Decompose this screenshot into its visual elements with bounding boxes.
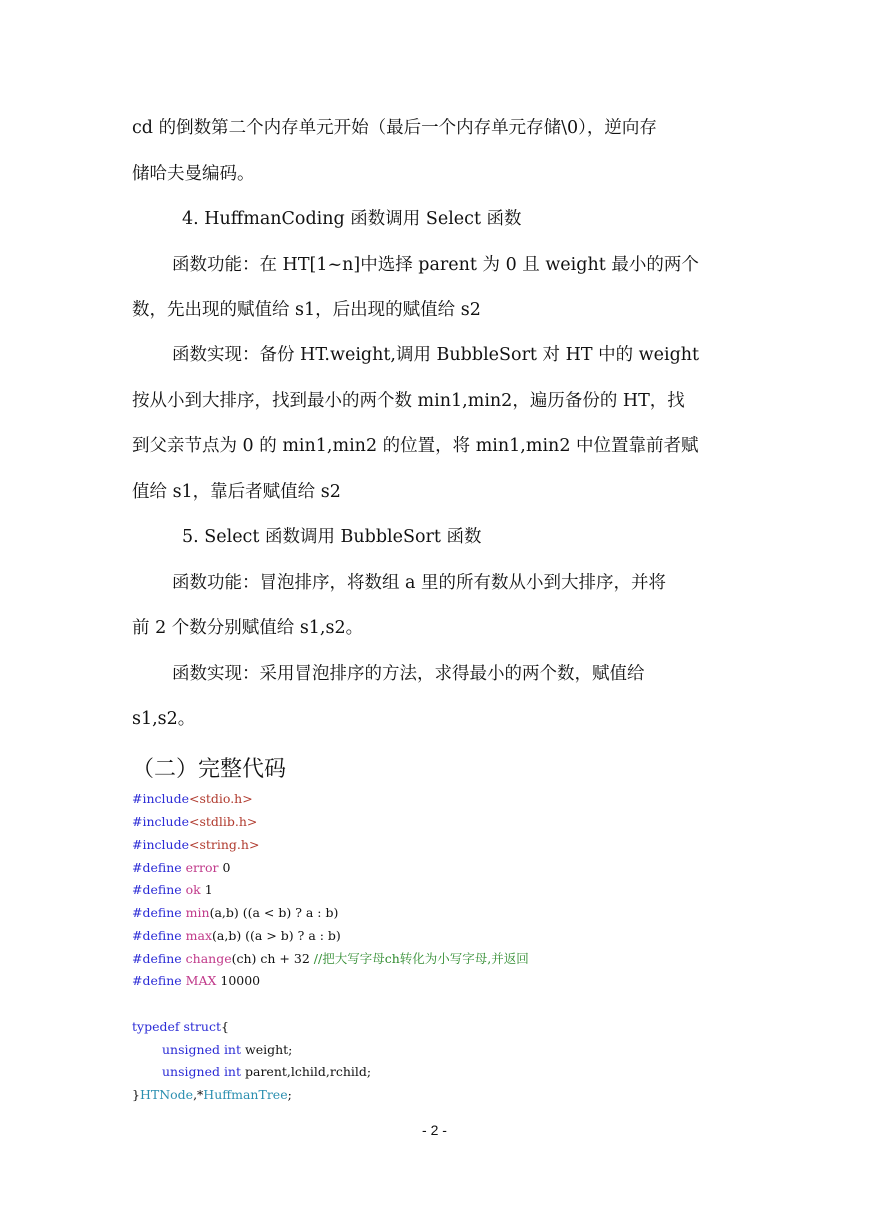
code-macro-name: change — [185, 951, 232, 966]
list-item-4: 4. HuffmanCoding 函数调用 Select 函数 — [182, 209, 522, 229]
code-line — [132, 928, 341, 944]
code-keyword: typedef struct — [132, 1019, 221, 1034]
paragraph-line: 数，先出现的赋值给 s1，后出现的赋值给 s2 — [132, 300, 481, 320]
paragraph-line: 按从小到大排序，找到最小的两个数 min1,min2，遍历备份的 HT，找 — [132, 391, 685, 411]
code-string: <stdlib.h> — [188, 814, 258, 829]
code-line — [132, 791, 253, 807]
paragraph-line: 储哈夫曼编码。 — [132, 164, 255, 184]
code-text: parent,lchild,rchild; — [241, 1064, 372, 1079]
list-item-5: 5. Select 函数调用 BubbleSort 函数 — [182, 527, 482, 547]
page-number: - 2 - — [422, 1122, 447, 1138]
code-text: ; — [287, 1087, 292, 1102]
code-keyword: #define — [132, 860, 182, 875]
code-text: { — [220, 1019, 229, 1034]
paragraph-line: 值给 s1，靠后者赋值给 s2 — [132, 482, 341, 502]
code-text: 10000 — [216, 973, 261, 988]
paragraph-line: 函数实现：备份 HT.weight,调用 BubbleSort 对 HT 中的 weight — [172, 345, 700, 365]
code-keyword: #define — [132, 928, 182, 943]
code-line — [132, 882, 213, 898]
code-line — [132, 1087, 292, 1103]
code-comment: //把大写字母ch转化为小写字母,并返回 — [313, 951, 529, 966]
code-macro-name: max — [185, 928, 213, 943]
code-keyword: #include — [132, 814, 189, 829]
paragraph-line: 函数功能：在 HT[1~n]中选择 parent 为 0 且 weight 最小的两个 — [172, 255, 699, 275]
code-line — [132, 905, 338, 921]
code-text: 1 — [200, 882, 213, 897]
code-macro-name: ok — [185, 882, 201, 897]
code-line — [132, 973, 260, 989]
code-line — [132, 814, 257, 830]
code-text: 0 — [218, 860, 231, 875]
code-text: (a,b) ((a < b) ? a : b) — [209, 905, 339, 920]
code-keyword: #define — [132, 905, 182, 920]
section-heading: （二）完整代码 — [132, 757, 287, 782]
code-text: ,* — [193, 1087, 204, 1102]
code-text: (ch) ch + 32 — [231, 951, 314, 966]
code-line — [162, 1042, 292, 1058]
code-macro-name: MAX — [185, 973, 217, 988]
code-type-name: HTNode — [139, 1087, 194, 1102]
code-line — [132, 1019, 229, 1035]
code-keyword: #include — [132, 791, 189, 806]
code-line — [132, 951, 529, 967]
code-keyword: unsigned int — [162, 1064, 242, 1079]
code-line — [132, 860, 230, 876]
paragraph-line: 前 2 个数分别赋值给 s1,s2。 — [132, 618, 364, 638]
code-type-name: HuffmanTree — [203, 1087, 288, 1102]
code-string: <stdio.h> — [188, 791, 253, 806]
paragraph-line: 函数功能：冒泡排序，将数组 a 里的所有数从小到大排序，并将 — [172, 573, 667, 593]
code-line — [132, 837, 259, 853]
code-macro-name: error — [185, 860, 219, 875]
code-keyword: #define — [132, 882, 182, 897]
code-text: weight; — [241, 1042, 293, 1057]
code-text: } — [132, 1087, 140, 1102]
code-keyword: unsigned int — [162, 1042, 242, 1057]
paragraph-line: s1,s2。 — [132, 709, 196, 729]
code-keyword: #define — [132, 951, 182, 966]
paragraph-line: 函数实现：采用冒泡排序的方法，求得最小的两个数，赋值给 — [172, 664, 645, 684]
paragraph-line: 到父亲节点为 0 的 min1,min2 的位置，将 min1,min2 中位置靠前者赋 — [132, 436, 699, 456]
paragraph-line: cd 的倒数第二个内存单元开始（最后一个内存单元存储\0），逆向存 — [132, 118, 657, 138]
code-string: <string.h> — [188, 837, 260, 852]
code-macro-name: min — [185, 905, 210, 920]
code-keyword: #define — [132, 973, 182, 988]
code-line — [162, 1064, 371, 1080]
code-text: (a,b) ((a > b) ? a : b) — [212, 928, 341, 943]
code-keyword: #include — [132, 837, 189, 852]
